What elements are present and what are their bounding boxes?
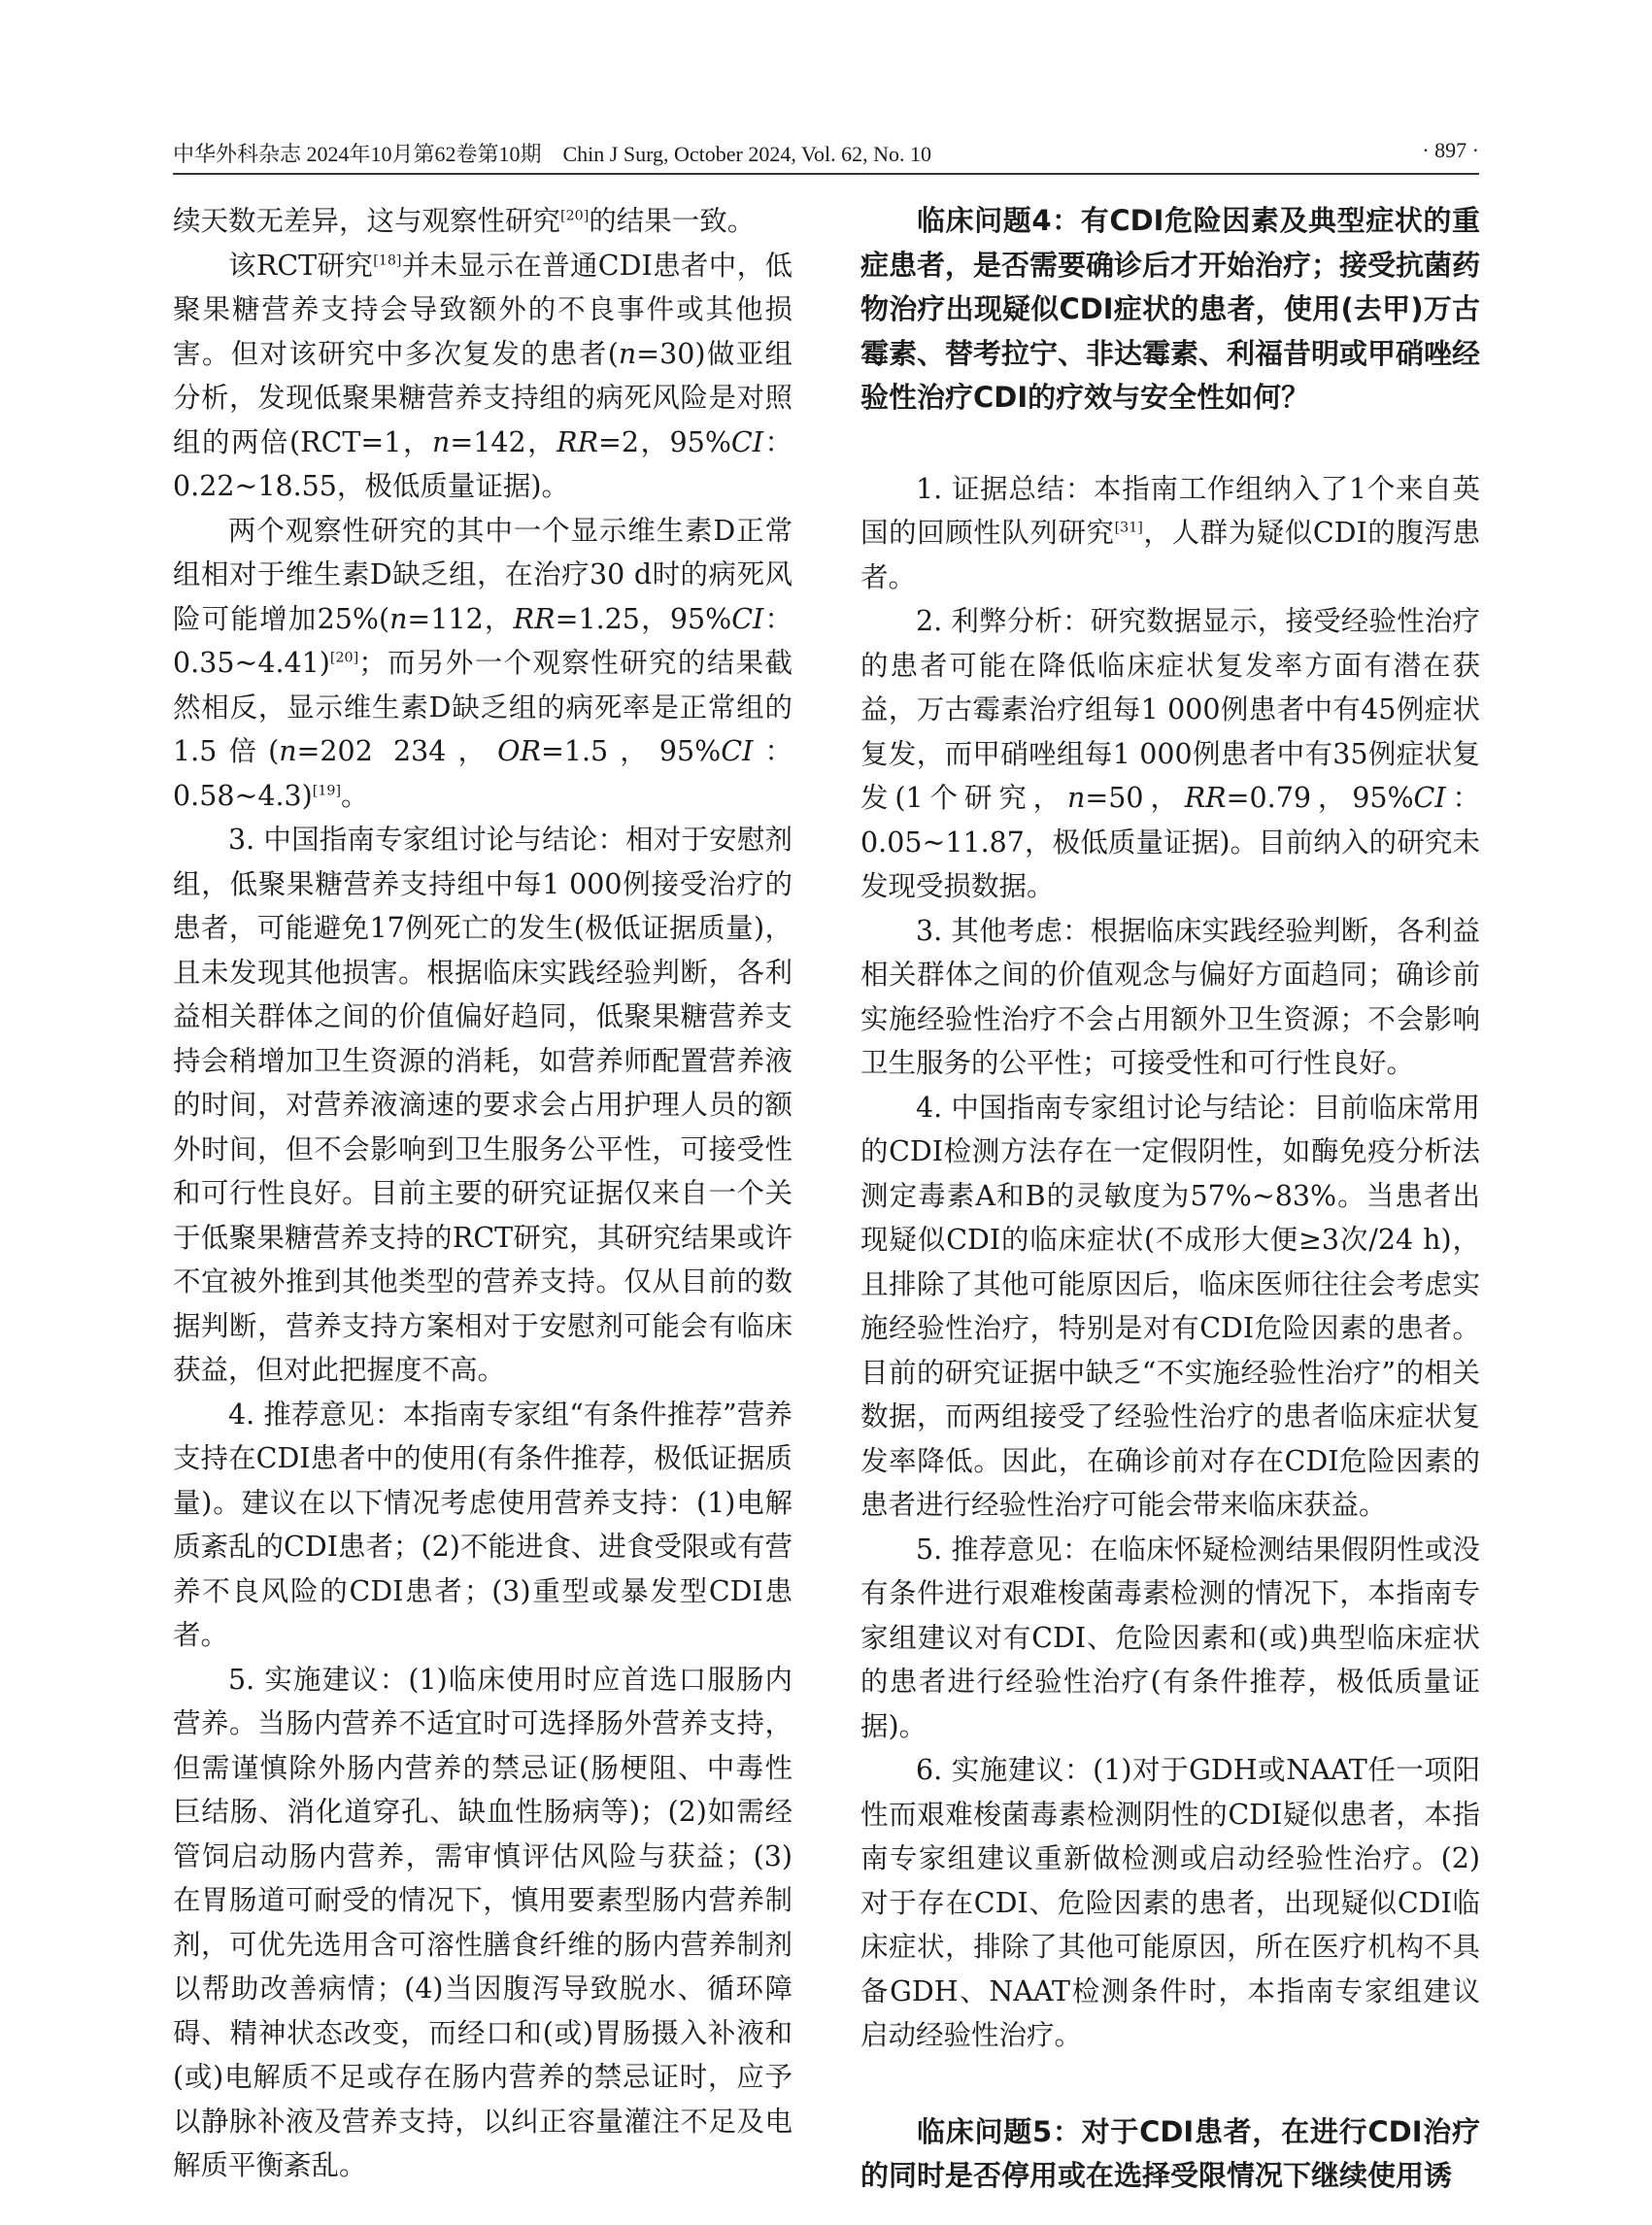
running-header (173, 134, 1479, 175)
paragraph: 5. 实施建议：(1)临床使用时应首选口服肠内营养。当肠内营养不适宜时可选择肠外营养支持，但需谨慎除外肠内营养的禁忌证(肠梗阻、中毒性巨结肠、消化道穿孔、缺血性肠病等)；(2)如需经管饲启动肠内营养，需审慎评估风险与获益；(3)在胃肠道可耐受的情况下，慎用要素型肠内营养制剂，可优先选用含可溶性膳食纤维的肠内营养制剂以帮助改善病情；(4)当因腹泻导致脱水、循环障碍、精神状态改变，而经口和(或)胃肠摄入补液和(或)电解质不足或存在肠内营养的禁忌证时，应予以静脉补液及营养支持，以纠正容量灌注不足及电解质平衡紊乱。 (173, 1663, 792, 2181)
section-spacer (860, 421, 1480, 467)
page-number: · 897 · (1422, 138, 1479, 162)
paragraph: 该RCT研究[18]并未显示在普通CDI患者中，低聚果糖营养支持会导致额外的不良事件或其他损害。但对该研究中多次复发的患者(n=30)做亚组分析，发现低聚果糖营养支持组的病死风险是对照组的两倍(RCT=1，n=142，RR=2，95%CI：0.22~18.55，极低质量证据)。 (173, 249, 793, 502)
paragraph: 4. 推荐意见：本指南专家组“有条件推荐”营养支持在CDI患者中的使用(有条件推荐，极低证据质量)。建议在以下情况考虑使用营养支持：(1)电解质紊乱的CDI患者；(2)不能进食、进食受限或有营养不良风险的CDI患者；(3)重型或暴发型CDI患者。 (173, 1398, 792, 1651)
paragraph: 3. 其他考虑：根据临床实践经验判断，各利益相关群体之间的价值观念与偏好方面趋同；确诊前实施经验性治疗不会占用额外卫生资源；不会影响卫生服务的公平性；可接受性和可行性良好。 (860, 914, 1480, 1079)
journal-info: 中华外科杂志 2024年10月第62卷第10期 Chin J Surg, October 2024, Vol. 62, No. 10 (173, 142, 932, 166)
paragraph: 续天数无差异，这与观察性研究[20]的结果一致。 (173, 205, 756, 237)
paragraph: 1. 证据总结：本指南工作组纳入了1个来自英国的回顾性队列研究[31]，人群为疑似CDI的腹泻患者。 (860, 472, 1480, 593)
paragraph: 3. 中国指南专家组讨论与结论：相对于安慰剂组，低聚果糖营养支持组中每1 000例接受治疗的患者，可能避免17例死亡的发生(极低证据质量)，且未发现其他损害。根据临床实践经验判断，各利益相关群体之间的价值偏好趋同，低聚果糖营养支持会稍增加卫生资源的消耗，如营养师配置营养液的时间，对营养液滴速的要求会占用护理人员的额外时间，但不会影响到卫生服务公平性，可接受性和可行性良好。目前主要的研究证据仅来自一个关于低聚果糖营养支持的RCT研究，其研究结果或许不宜被外推到其他类型的营养支持。仅从目前的数据判断，营养支持方案相对于安慰剂可能会有临床获益，但对此把握度不高。 (173, 824, 792, 1386)
right-column (860, 199, 1480, 2199)
left-column (173, 199, 792, 2188)
clinical-question-4-heading: 临床问题4：有CDI危险因素及典型症状的重症患者，是否需要确诊后才开始治疗；接受抗菌药物治疗出现疑似CDI症状的患者，使用(去甲)万古霉素、替考拉宁、非达霉素、利福昔明或甲硝唑经验性治疗CDI的疗效与安全性如何？ (860, 204, 1481, 414)
clinical-question-5-heading: 临床问题5：对于CDI患者，在进行CDI治疗的同时是否停用或在选择受限情况下继续使用诱 (860, 2114, 1480, 2192)
paragraph: 4. 中国指南专家组讨论与结论：目前临床常用的CDI检测方法存在一定假阴性，如酶免疫分析法测定毒素A和B的灵敏度为57%~83%。当患者出现疑似CDI的临床症状(不成形大便≥3次/24 h)，且排除了其他可能原因后，临床医师往往会考虑实施经验性治疗，特别是对有CDI危险因素的患者。目前的研究证据中缺乏“不实施经验性治疗”的相关数据，而两组接受了经验性治疗的患者临床症状复发率降低。因此，在确诊前对存在CDI危险因素的患者进行经验性治疗可能会带来临床获益。 (860, 1091, 1480, 1521)
paragraph: 6. 实施建议：(1)对于GDH或NAAT任一项阳性而艰难梭菌毒素检测阴性的CDI疑似患者，本指南专家组建议重新做检测或启动经验性治疗。(2)对于存在CDI、危险因素的患者，出现疑似CDI临床症状，排除了其他可能原因，所在医疗机构不具备GDH、NAAT检测条件时，本指南专家组建议启动经验性治疗。 (860, 1754, 1480, 2051)
paragraph: 2. 利弊分析：研究数据显示，接受经验性治疗的患者可能在降低临床症状复发率方面有潜在获益，万古霉素治疗组每1 000例患者中有45例症状复发，而甲硝唑组每1 000例患者中有35例症状复发(1个研究，n=50，RR=0.79，95%CI：0.05~11.87，极低质量证据)。目前纳入的研究未发现受损数据。 (860, 605, 1480, 902)
section-spacer (860, 2058, 1480, 2110)
paragraph: 两个观察性研究的其中一个显示维生素D正常组相对于维生素D缺乏组，在治疗30 d时的病死风险可能增加25%(n=112，RR=1.25，95%CI：0.35~4.41)[20]；而另外一个观察性研究的结果截然相反，显示维生素D缺乏组的病死率是正常组的1.5倍(n=202 234，OR=1.5，95%CI：0.58~4.3)[19]。 (173, 514, 792, 812)
paragraph: 5. 推荐意见：在临床怀疑检测结果假阴性或没有条件进行艰难梭菌毒素检测的情况下，本指南专家组建议对有CDI、危险因素和(或)典型临床症状的患者进行经验性治疗(有条件推荐，极低质量证据)。 (860, 1533, 1480, 1742)
